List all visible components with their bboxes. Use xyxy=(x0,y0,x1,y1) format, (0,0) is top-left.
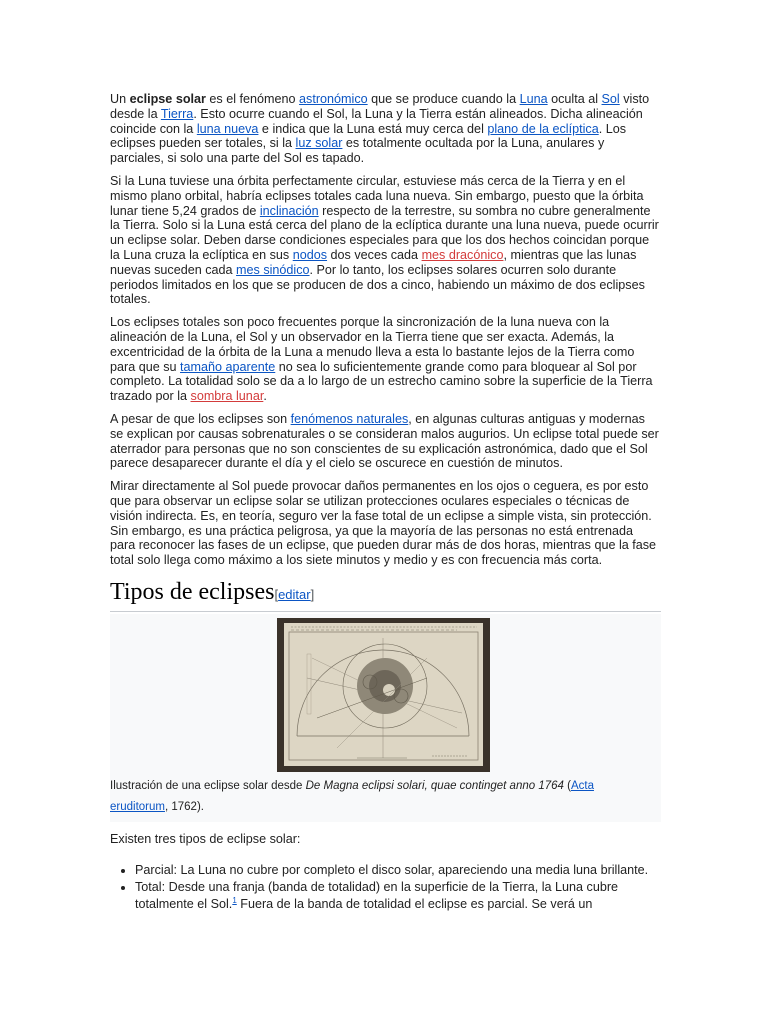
text: . Esto ocurre cuando el Sol, la Luna y la Tierra están alineados. Dicha alineación coincide con la xyxy=(110,106,643,136)
bracket: [ xyxy=(274,586,279,602)
text: Mirar directamente al Sol puede provocar daños permanentes en los ojos o ceguera, es por esto que para observar un eclipse solar se utilizan protecciones oculares especiales o técnicas de visión indirecta. Es, en teoría, seguro ver la fase total de un eclipse a simple vista, sin protección. Sin embargo, es una práctica peligrosa, ya que la mayoría de las personas no está entrenada para reconocer las fases de un eclipse, que pueden durar más de dos horas, mientras que la fase total solo llega como máximo a los siete minutos y medio y es con frecuencia más corta. xyxy=(110,479,657,568)
text: Un xyxy=(110,92,130,106)
text: es totalmente ocultada por la Luna, anulares y parciales, si solo una parte del Sol es tapado. xyxy=(110,136,605,166)
text: Si la Luna tuviese una órbita perfectamente circular, estuviese más cerca de la Tierra y en el mismo plano orbital, habría eclipses totales cada luna nueva. Sin embargo, puesto que la órbita lunar tiene 5,24 grados de xyxy=(110,173,644,218)
text: es el fenómeno xyxy=(205,92,300,106)
paragraph-totals xyxy=(110,315,661,404)
bracket: ] xyxy=(310,586,315,602)
text: , en algunas culturas antiguas y modernas se explican por causas sobrenaturales o se consideran malos augurios. Un eclipse total puede ser aterrador para personas que no son conscientes de su explicación astronómica, dado que el Sol parece desaparecer durante el día y el cielo se oscurece en cuestión de minutos. xyxy=(110,411,659,471)
caption-work-title: De Magna eclipsi solari, quae continget anno 1764 xyxy=(305,779,564,792)
caption-text: , 1762). xyxy=(164,800,204,813)
link-inclinacion[interactable]: inclinación xyxy=(259,203,319,218)
link-luz-solar[interactable]: luz solar xyxy=(295,136,343,151)
paragraph-cultures xyxy=(110,412,661,471)
caption-text: Ilustración de una eclipse solar desde xyxy=(110,779,306,792)
types-intro: Existen tres tipos de eclipse solar: xyxy=(110,831,301,846)
link-fenomenos-naturales[interactable]: fenómenos naturales xyxy=(290,411,409,426)
paragraph-orbit xyxy=(110,174,661,307)
link-mes-draconico[interactable]: mes dracónico xyxy=(421,247,504,262)
text: oculta al xyxy=(547,92,602,106)
figure-caption xyxy=(110,776,655,818)
eclipse-illustration-image[interactable] xyxy=(277,618,490,772)
caption-text: ( xyxy=(563,779,571,792)
link-sol[interactable]: Sol xyxy=(601,92,620,106)
article-content xyxy=(110,92,661,914)
link-astronomico[interactable]: astronómico xyxy=(299,92,368,106)
eclipse-types-list xyxy=(110,863,661,913)
paragraph-intro xyxy=(110,92,661,166)
heading-title: Tipos de eclipses xyxy=(110,578,275,605)
list-item-parcial xyxy=(135,863,661,878)
list-text: Fuera de la banda de totalidad el eclipse es parcial. Se verá un xyxy=(236,897,593,912)
edit-section xyxy=(274,587,314,602)
text: , mientras que las lunas nuevas suceden cada xyxy=(110,247,637,277)
link-plano-ecliptica[interactable]: plano de la eclíptica xyxy=(487,121,599,136)
link-luna-nueva[interactable]: luna nueva xyxy=(196,121,259,136)
list-item-total xyxy=(135,880,661,913)
text: A pesar de que los eclipses son xyxy=(110,411,291,426)
text: . Los eclipses pueden ser totales, si la xyxy=(110,121,627,151)
link-acta-eruditorum[interactable]: Acta eruditorum xyxy=(110,779,594,813)
text: respecto de la terrestre, su sombra no cubre generalmente la Tierra. Solo si la Luna está cerca del plano de la eclíptica durante una luna nueva, puede ocurrir un eclipse solar. Deben darse condiciones especiales para que los dos hechos coincidan porque la Luna cruza la eclíptica en sus xyxy=(110,203,659,262)
link-sombra-lunar[interactable]: sombra lunar xyxy=(190,389,264,404)
link-tierra[interactable]: Tierra xyxy=(160,106,194,121)
text: dos veces cada xyxy=(327,247,422,262)
text: . Por lo tanto, los eclipses solares ocurren solo durante periodos limitados en los que se producen de dos a cinco, habiendo un máximo de dos eclipses totales. xyxy=(110,262,645,307)
text: no sea lo suficientemente grande como para bloquear al Sol por completo. La totalidad solo se da a lo largo de un estrecho camino sobre la superficie de la Tierra trazado por la xyxy=(110,359,653,404)
figure-box xyxy=(110,614,661,822)
text: que se produce cuando la xyxy=(367,92,520,106)
edit-link[interactable]: editar xyxy=(278,586,311,602)
text: visto desde la xyxy=(110,92,650,121)
link-luna[interactable]: Luna xyxy=(519,92,548,106)
bold-term: eclipse solar xyxy=(129,92,206,106)
link-nodos[interactable]: nodos xyxy=(292,247,328,262)
link-tamano-aparente[interactable]: tamaño aparente xyxy=(180,359,276,374)
text: e indica que la Luna está muy cerca del xyxy=(258,121,488,136)
engraving-svg xyxy=(277,618,490,772)
paragraph-safety xyxy=(110,479,661,568)
text: . xyxy=(263,389,267,404)
text: Los eclipses totales son poco frecuentes porque la sincronización de la luna nueva con la alineación de la Luna, el Sol y un observador en la Tierra tiene que ser exacta. Además, la excentricidad de la órbita de la Luna a menudo lleva a esta lo bastante lejos de la Tierra como para que su xyxy=(110,315,635,374)
list-text: Total: Desde una franja (banda de totalidad) en la superficie de la Tierra, la Luna cubre totalmente el Sol. xyxy=(135,879,619,912)
list-text: Parcial: La Luna no cubre por completo el disco solar, apareciendo una media luna brillante. xyxy=(135,862,649,877)
section-heading xyxy=(110,578,661,612)
link-mes-sinodico[interactable]: mes sinódico xyxy=(236,262,310,277)
reference-link[interactable]: 1 xyxy=(232,896,237,906)
